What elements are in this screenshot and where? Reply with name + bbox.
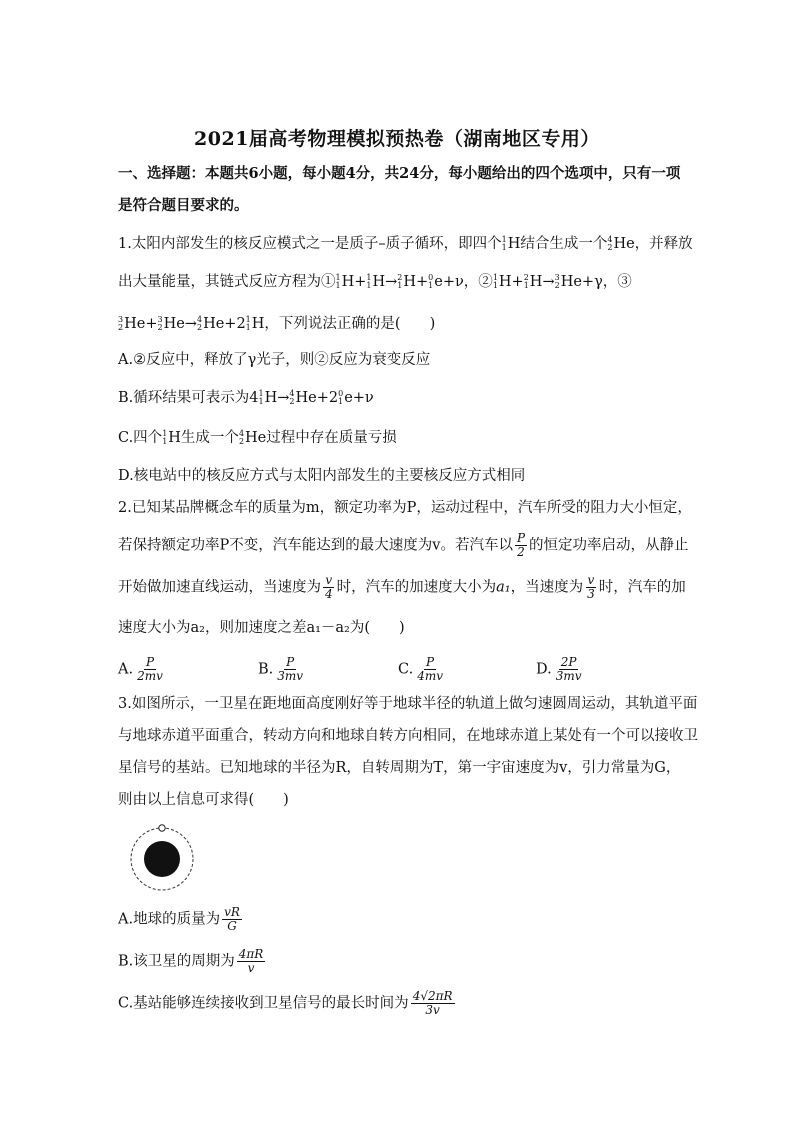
isotope-label: 2 1 <box>523 273 529 290</box>
q1-text: H+ <box>498 274 524 290</box>
q2-text: 时，汽车的加 <box>598 579 686 596</box>
q2-stem-line3 <box>118 573 686 601</box>
q1-text: H，下列说法正确的是( ) <box>251 316 436 332</box>
q2-stem-line1: 2.已知某品牌概念车的质量为m，额定功率为P，运动过程中，汽车所受的阻力大小恒定， <box>118 500 692 516</box>
q2-option-b <box>258 656 307 683</box>
q2-text: 开始做加速直线运动，当速度为 <box>118 579 321 596</box>
q1-text: e+ν <box>344 390 374 406</box>
page-title: 2021届高考物理模拟预热卷（湖南地区专用） <box>194 128 600 150</box>
q1-text: H→ <box>529 274 555 290</box>
q2-text: 若保持额定功率P不变，汽车能达到的最大速度为v。若汽车以 <box>118 537 513 554</box>
q1-text: H+ <box>341 274 367 290</box>
symbol-a1: a₁ <box>496 579 511 596</box>
isotope-label: 4 2 <box>607 235 613 252</box>
isotope-label: 1 1 <box>492 273 498 290</box>
isotope-label: 0 1 <box>338 389 344 406</box>
q1-option-a: A.②反应中，释放了γ光子，则②反应为衰变反应 <box>118 352 431 368</box>
q1-text: He+2 <box>203 316 246 332</box>
option-label: A. <box>118 661 134 678</box>
q1-text: H→ <box>372 274 398 290</box>
isotope-label: 4 2 <box>289 389 295 406</box>
q1-text: B.循环结果可表示为4 <box>118 390 259 406</box>
isotope-label: 3 2 <box>118 315 124 332</box>
q3-text: C.基站能够连续接收到卫星信号的最长时间为 <box>118 995 409 1012</box>
q1-text: 出大量能量，其链式反应方程为① <box>118 274 336 290</box>
isotope-label: 0 1 <box>428 273 434 290</box>
q1-text: H生成一个 <box>168 430 239 446</box>
q3-option-b <box>118 948 678 975</box>
q2-text: 时，汽车的加速度大小为 <box>336 579 497 596</box>
isotope-label: 1 1 <box>162 429 168 446</box>
isotope-label: 2 1 <box>397 273 403 290</box>
option-fraction: $\frac{P}{2mv}$ <box>137 655 163 683</box>
q3-option-a <box>118 906 678 933</box>
q1-stem-line1 <box>118 234 693 254</box>
q3-stem-line1: 3.如图所示，一卫星在距地面高度刚好等于地球半径的轨道上做匀速圆周运动，其轨道平面 <box>118 696 698 712</box>
q1-stem-line2 <box>118 272 678 292</box>
fraction-p-over-2: $\frac{P}{2}$ <box>516 531 526 559</box>
q1-text: He+γ，③ <box>560 274 632 290</box>
option-fraction: $\frac{P}{4mv}$ <box>417 655 443 683</box>
fraction-v-over-3: $\frac{v}{3}$ <box>587 573 595 601</box>
q3-option-c <box>118 990 678 1017</box>
q3-stem-line4: 则由以上信息可求得( ) <box>118 792 289 808</box>
q2-option-c <box>398 656 447 683</box>
option-label: D. <box>536 661 552 678</box>
q1-option-d: D.核电站中的核反应方式与太阳内部发生的主要核反应方式相同 <box>118 468 526 484</box>
fraction-v-over-4: $\frac{v}{4}$ <box>325 573 333 601</box>
isotope-label: 3 2 <box>157 315 163 332</box>
q1-text: H结合生成一个 <box>507 236 608 252</box>
section-heading-line1: 一、选择题：本题共6小题，每小题4分，共24分，每小题给出的四个选项中，只有一项 <box>118 165 681 182</box>
isotope-label: 1 1 <box>501 235 507 252</box>
option-label: C. <box>398 661 414 678</box>
isotope-label: 1 1 <box>245 315 251 332</box>
q1-text: H→ <box>264 390 290 406</box>
q3-stem-line3: 星信号的基站。已知地球的半径为R，自转周期为T，第一宇宙速度为v，引力常量为G， <box>118 760 681 776</box>
isotope-label: 1 1 <box>335 273 341 290</box>
q2-option-d <box>536 656 586 683</box>
q2-text: 的恒定功率启动，从静止 <box>529 537 689 554</box>
q1-text: He过程中存在质量亏损 <box>245 430 397 446</box>
satellite-icon <box>159 825 165 831</box>
q1-text: He+2 <box>295 390 339 406</box>
q1-text: C.四个 <box>118 430 163 446</box>
q1-option-b <box>118 388 678 408</box>
isotope-label: 4 2 <box>196 315 203 332</box>
q1-stem-line3 <box>118 314 678 334</box>
q1-text: He，并释放 <box>613 236 693 252</box>
q3-stem-line2: 与地球赤道平面重合，转动方向和地球自转方向相同，在地球赤道上某处有一个可以接收卫 <box>118 728 698 744</box>
q2-stem-line2 <box>118 531 689 559</box>
q1-text: H+ <box>403 274 429 290</box>
isotope-label: 1 1 <box>258 389 264 406</box>
isotope-label: 1 1 <box>366 273 372 290</box>
satellite-orbit-figure <box>128 823 198 893</box>
q1-text: He→ <box>163 316 197 332</box>
fraction-4sqrt2piR-over-3v: $\frac{4√2\pi R}{3v}$ <box>412 989 453 1017</box>
isotope-label: 3 2 <box>554 273 560 290</box>
isotope-label: 4 2 <box>238 429 245 446</box>
q2-stem-line4: 速度大小为a₂，则加速度之差a₁－a₂为( ) <box>118 620 405 636</box>
fraction-vR-over-G: $\frac{vR}{G}$ <box>224 905 240 933</box>
option-label: B. <box>258 661 274 678</box>
option-fraction: $\frac{P}{3mv}$ <box>277 655 304 683</box>
section-heading-line2: 是符合题目要求的。 <box>118 197 249 214</box>
q3-text: B.该卫星的周期为 <box>118 953 235 970</box>
q2-option-a <box>118 656 167 683</box>
option-fraction: $\frac{2P}{3mv}$ <box>555 655 582 683</box>
q1-text: He+ <box>124 316 158 332</box>
q2-text: ，当速度为 <box>510 579 584 596</box>
q1-text: e+ν，② <box>434 274 493 290</box>
q1-option-c <box>118 428 678 448</box>
fraction-4piR-over-v: $\frac{4\pi R}{v}$ <box>238 947 264 975</box>
q3-text: A.地球的质量为 <box>118 911 221 928</box>
earth-icon <box>144 841 180 877</box>
q1-text: 1.太阳内部发生的核反应模式之一是质子–质子循环，即四个 <box>118 236 502 252</box>
q2-options <box>118 656 678 684</box>
